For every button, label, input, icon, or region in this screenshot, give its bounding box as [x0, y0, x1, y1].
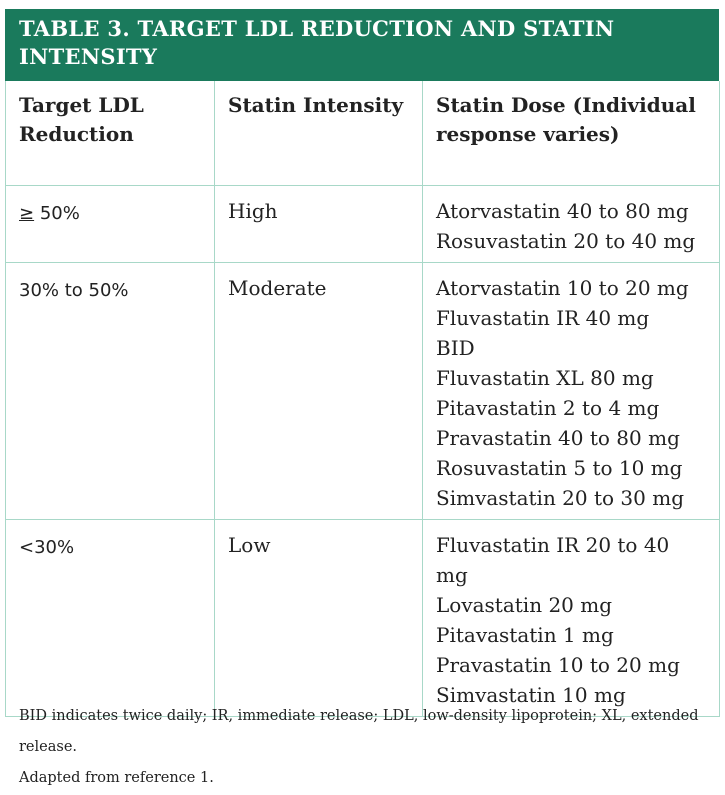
intensity-cell: Moderate	[215, 262, 423, 519]
header-target-ldl-reduction: Target LDL Reduction	[6, 81, 215, 185]
dose-cell	[423, 262, 720, 519]
table-row	[6, 519, 720, 716]
dose-item: Atorvastatin 10 to 20 mg	[436, 275, 689, 300]
table-header-row	[6, 81, 720, 185]
header-statin-dose: Statin Dose (Individual response varies)	[423, 81, 720, 185]
dose-item: Rosuvastatin 5 to 10 mg	[436, 455, 683, 480]
reduction-cell	[6, 185, 215, 262]
intensity-cell: Low	[215, 519, 423, 716]
dose-cell	[423, 185, 720, 262]
dose-cell	[423, 519, 720, 716]
table-title: TABLE 3. TARGET LDL REDUCTION AND STATIN INTENSITY	[5, 9, 719, 81]
reduction-cell: 30% to 50%	[6, 262, 215, 519]
header-statin-intensity: Statin Intensity	[215, 81, 423, 185]
table-row	[6, 185, 720, 262]
source-note: Adapted from reference 1.	[19, 770, 214, 786]
reduction-cell: <30%	[6, 519, 215, 716]
dose-item: Fluvastatin IR 20 to 40 mg	[436, 532, 670, 587]
dose-item: Pitavastatin 2 to 4 mg	[436, 395, 660, 420]
dose-item: Simvastatin 10 mg	[436, 682, 626, 707]
dose-item: Rosuvastatin 20 to 40 mg	[436, 228, 696, 253]
dose-item: Pitavastatin 1 mg	[436, 622, 614, 647]
statin-table	[5, 81, 720, 717]
intensity-cell: High	[215, 185, 423, 262]
gte-symbol: ≥	[19, 202, 35, 224]
dose-item: Pravastatin 40 to 80 mg	[436, 425, 680, 450]
dose-item: Lovastatin 20 mg	[436, 592, 613, 617]
abbreviations-note: BID indicates twice daily; IR, immediate release; LDL, low-density lipoprotein; XL, extended release.	[19, 708, 699, 755]
dose-item: Fluvastatin XL 80 mg	[436, 365, 654, 390]
dose-item: Simvastatin 20 to 30 mg	[436, 485, 684, 510]
dose-item: Pravastatin 10 to 20 mg	[436, 652, 680, 677]
statin-table-container	[5, 9, 719, 717]
dose-item: Fluvastatin IR 40 mg BID	[436, 305, 650, 360]
table-footnotes	[19, 701, 709, 794]
dose-item: Atorvastatin 40 to 80 mg	[436, 198, 689, 223]
reduction-value: 50%	[34, 202, 80, 224]
table-row	[6, 262, 720, 519]
